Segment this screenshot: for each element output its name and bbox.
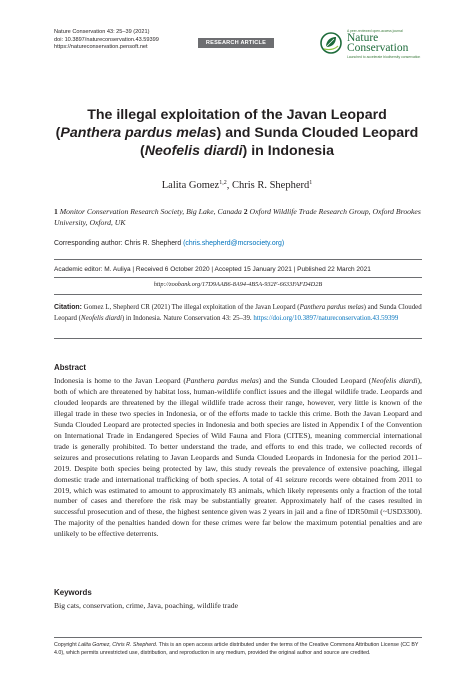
copyright-holders: Lalita Gomez, Chris R. Shepherd.	[78, 642, 158, 648]
title-part-3: ) in Indonesia	[242, 143, 334, 159]
title-species-2: Neofelis diardi	[144, 143, 243, 159]
journal-url-line[interactable]: https://natureconservation.pensoft.net	[54, 44, 148, 51]
abstract-text-part: ) and the Sunda Clouded Leopard (	[258, 376, 372, 385]
leaf-logo-icon	[320, 32, 342, 54]
divider	[54, 277, 422, 278]
citation-doi-link[interactable]: https://doi.org/10.3897/natureconservation.43.59399	[253, 314, 399, 322]
title-part-2: ) and Sunda Clouded Leopard (	[140, 125, 419, 159]
copyright-text: This is an open access article distributed under the terms of the Creative Commons Attribution License (CC BY 4.0), which permits unrestricted use, distribution, and reproduction in any medium, provided the original author and source are credited.	[54, 642, 419, 656]
divider	[54, 259, 422, 260]
logo-name-line2: Conservation	[347, 42, 409, 54]
affiliations	[54, 206, 422, 228]
zoobank-link[interactable]: http://zoobank.org/17D9AAB6-8A94-4B5A-932F-6633FAFD4D2B	[153, 281, 323, 288]
affiliation-number: 1	[54, 207, 58, 216]
abstract-text-part: Indonesia is home to the Javan Leopard (	[54, 376, 186, 385]
citation-block	[54, 303, 422, 324]
author-separator: ,	[226, 180, 232, 191]
abstract-text-part: ), both of which are threatened by habitat loss, human-wildlife conflict issues and the illegal wildlife trade. Leopards and clouded leopards are threatened by the illegal wildlife trade across their range, however, very little is known of the illegal trade in these two species in Indonesia, or of the efforts made to tackle this crime. Both the Javan Leopard and Sunda Clouded Leopard are protected species in Indonesia and both species are listed in Appendix I of the Convention on International Trade in Endangered Species of Wild Fauna and Flora (CITES), meaning commercial international trade is generally prohibited. To better understand the trade, and efforts to end this trade, we collected records of seizures and prosecutions relating to Javan Leopards and Sunda Clouded Leopards in Indonesia for the period 2011–2019. Despite both species being protected by law, this study reveals the prevalence of extensive poaching, illegal domestic trade and international trafficking of both species. A total of 41 seizure records were obtained from 2011 to 2019, which was estimated to amount to approximately 83 animals, which likely represents only a fraction of the total number of cases and therefore the risk may be substantially greater. Approximately half of the cases resulted in successful prosecution and of these, the highest sentence given was 2 years in jail and a fine of IDR50mil (~USD3300). The majority of the penalties handed down for these crimes were far below the maximum potential penalties and are unlikely to be effective deterrents.	[54, 376, 422, 539]
affiliation-text: Monitor Conservation Research Society, Big Lake, Canada	[57, 207, 244, 216]
corresponding-author	[54, 240, 284, 247]
abstract-heading: Abstract	[54, 363, 87, 372]
author-affiliation-sup[interactable]: 1,2	[219, 180, 227, 186]
author-name: Chris R. Shepherd	[231, 180, 310, 191]
keywords-heading: Keywords	[54, 588, 92, 597]
copyright-text: Copyright	[54, 642, 79, 648]
copyright-notice	[54, 641, 422, 657]
logo-small-text: A peer-reviewed open-access journal	[347, 29, 403, 33]
citation-text: ) and Sunda Clouded Leopard (	[54, 304, 422, 322]
journal-doi-line[interactable]: doi: 10.3897/natureconservation.43.59399	[54, 36, 159, 43]
logo-name-line1: Nature	[347, 32, 379, 44]
title-part-1: The illegal exploitation of the Javan Leopard (	[55, 107, 387, 141]
abstract-text	[54, 376, 422, 540]
affiliation-text: Oxford Wildlife Trade Research Group, Oxford Brookes University, Oxford, UK	[54, 207, 421, 228]
logo-journal-name	[347, 33, 408, 53]
logo-tagline: Launched to accelerate biodiversity conservation	[347, 55, 421, 59]
citation-species-2: Neofelis diardi	[80, 314, 122, 322]
author-list	[54, 180, 420, 191]
citation-text: ) in Indonesia. Nature Conservation 43: 25–39.	[121, 314, 254, 322]
corresponding-email-link[interactable]: (chris.shepherd@mcrsociety.org)	[183, 240, 285, 247]
abstract-species-2: Neofelis diardi	[371, 376, 418, 385]
divider	[54, 637, 422, 638]
citation-label: Citation:	[54, 304, 82, 311]
journal-meta	[54, 29, 159, 52]
affiliation-number: 2	[243, 207, 248, 216]
divider	[54, 338, 422, 339]
title-species-1: Panthera pardus melas	[60, 125, 217, 141]
journal-logo	[320, 28, 432, 62]
editorial-dates-line: Academic editor: M. Auliya | Received 6 October 2020 | Accepted 15 January 2021 | Published 22 March 2021	[54, 266, 371, 273]
citation-text: Gomez L, Shepherd CR (2021) The illegal exploitation of the Javan Leopard (	[81, 304, 300, 311]
author-name: Lalita Gomez	[161, 180, 220, 191]
corresponding-label: Corresponding author: Chris R. Shepherd	[54, 240, 184, 247]
research-article-tag: RESEARCH ARTICLE	[198, 38, 274, 48]
article-title	[54, 106, 420, 160]
citation-species-1: Panthera pardus melas	[299, 304, 364, 311]
journal-citation-line: Nature Conservation 43: 25–39 (2021)	[54, 29, 150, 35]
divider	[54, 294, 422, 295]
abstract-species-1: Panthera pardus melas	[185, 376, 259, 385]
keywords-text: Big cats, conservation, crime, Java, poaching, wildlife trade	[54, 601, 239, 610]
author-affiliation-sup[interactable]: 1	[309, 180, 313, 186]
